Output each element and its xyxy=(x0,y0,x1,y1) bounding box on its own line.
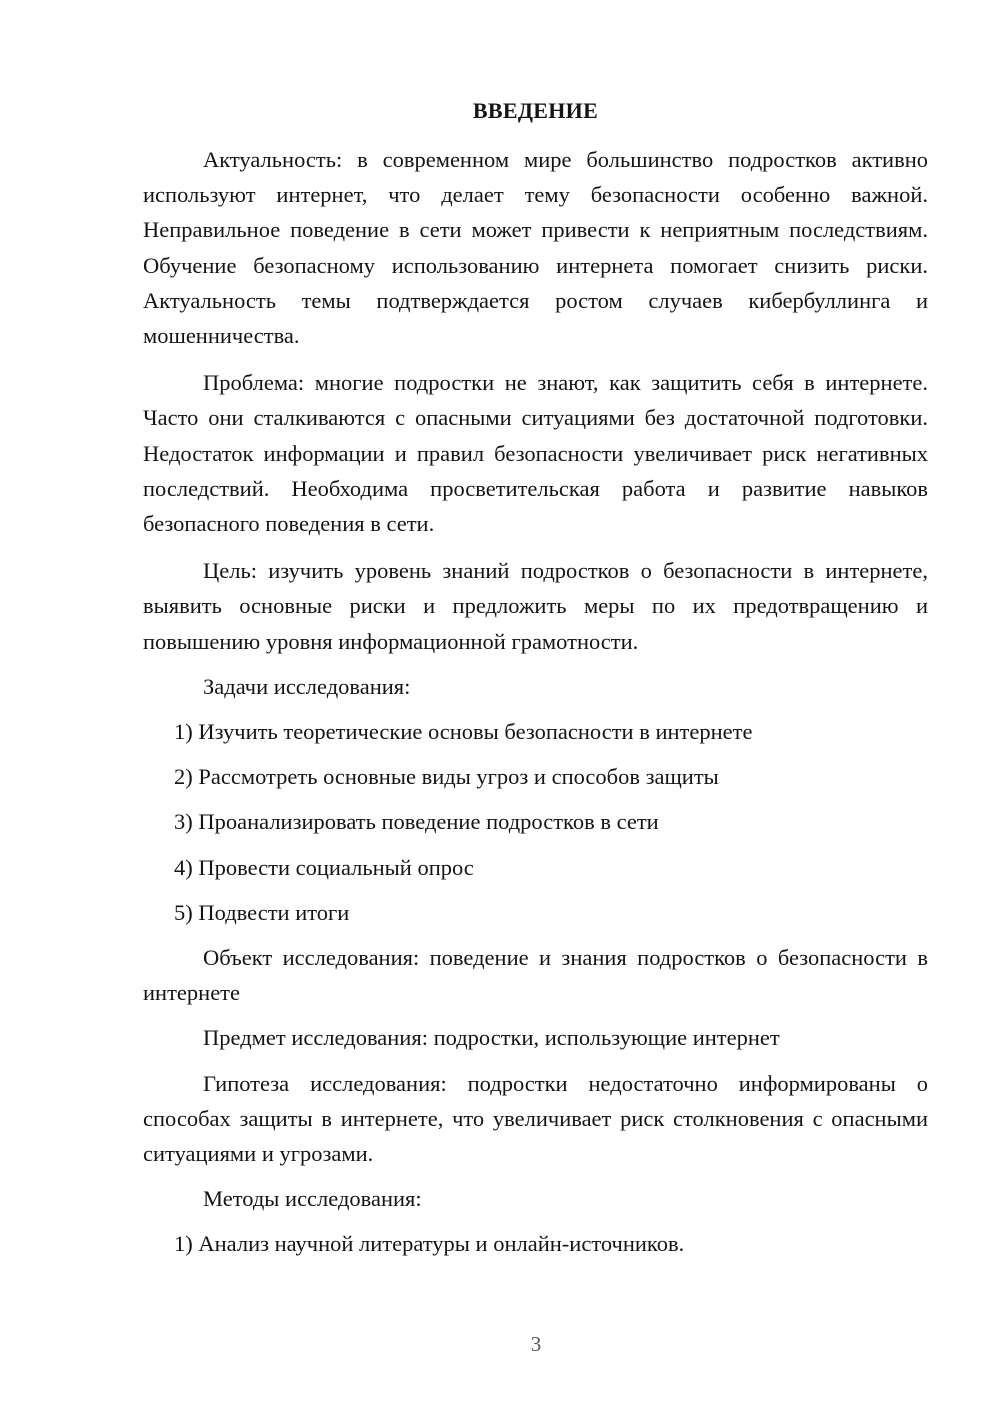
tasks-heading: Задачи исследования: xyxy=(203,673,411,699)
task-item: 2) Рассмотреть основные виды угроз и способов защиты xyxy=(174,764,719,790)
page-number: 3 xyxy=(530,1332,542,1356)
goal-paragraph: Цель: изучить уровень знаний подростков о безопасности в интернете, выявить основные риски и предложить меры по их предотвращению и повышению уровня информационной грамотности. xyxy=(143,558,928,654)
subject-paragraph: Предмет исследования: подростки, использующие интернет xyxy=(203,1025,780,1051)
method-item: 1) Анализ научной литературы и онлайн-источников. xyxy=(174,1231,685,1257)
task-item: 3) Проанализировать поведение подростков в сети xyxy=(174,809,659,835)
object-paragraph: Объект исследования: поведение и знания подростков о безопасности в интернете xyxy=(143,945,928,1006)
document-body xyxy=(143,142,928,1272)
page-title: ВВЕДЕНИЕ xyxy=(472,98,599,123)
hypothesis-paragraph: Гипотеза исследования: подростки недостаточно информированы о способах защиты в интернете, что увеличивает риск столкновения с опасными ситуациями и угрозами. xyxy=(143,1070,928,1167)
task-item: 5) Подвести итоги xyxy=(174,899,350,925)
methods-heading: Методы исследования: xyxy=(203,1186,422,1212)
problem-paragraph: Проблема: многие подростки не знают, как защитить себя в интернете. Часто они сталкиваются с опасными ситуациями без достаточной подготовки. Недостаток информации и правил безопасности увеличивает риск негативных последствий. Необходима просветительская работа и развитие навыков безопасного поведения в сети. xyxy=(143,370,928,537)
task-item: 1) Изучить теоретические основы безопасности в интернете xyxy=(174,719,753,745)
actuality-paragraph: Актуальность: в современном мире большинство подростков активно используют интернет, что делает тему безопасности особенно важной. Неправильное поведение в сети может привести к неприятным последствиям. Обучение безопасному использованию интернета помогает снизить риски. Актуальность темы подтверждается ростом случаев кибербуллинга и мошенничества. xyxy=(143,147,928,349)
task-item: 4) Провести социальный опрос xyxy=(174,854,474,880)
